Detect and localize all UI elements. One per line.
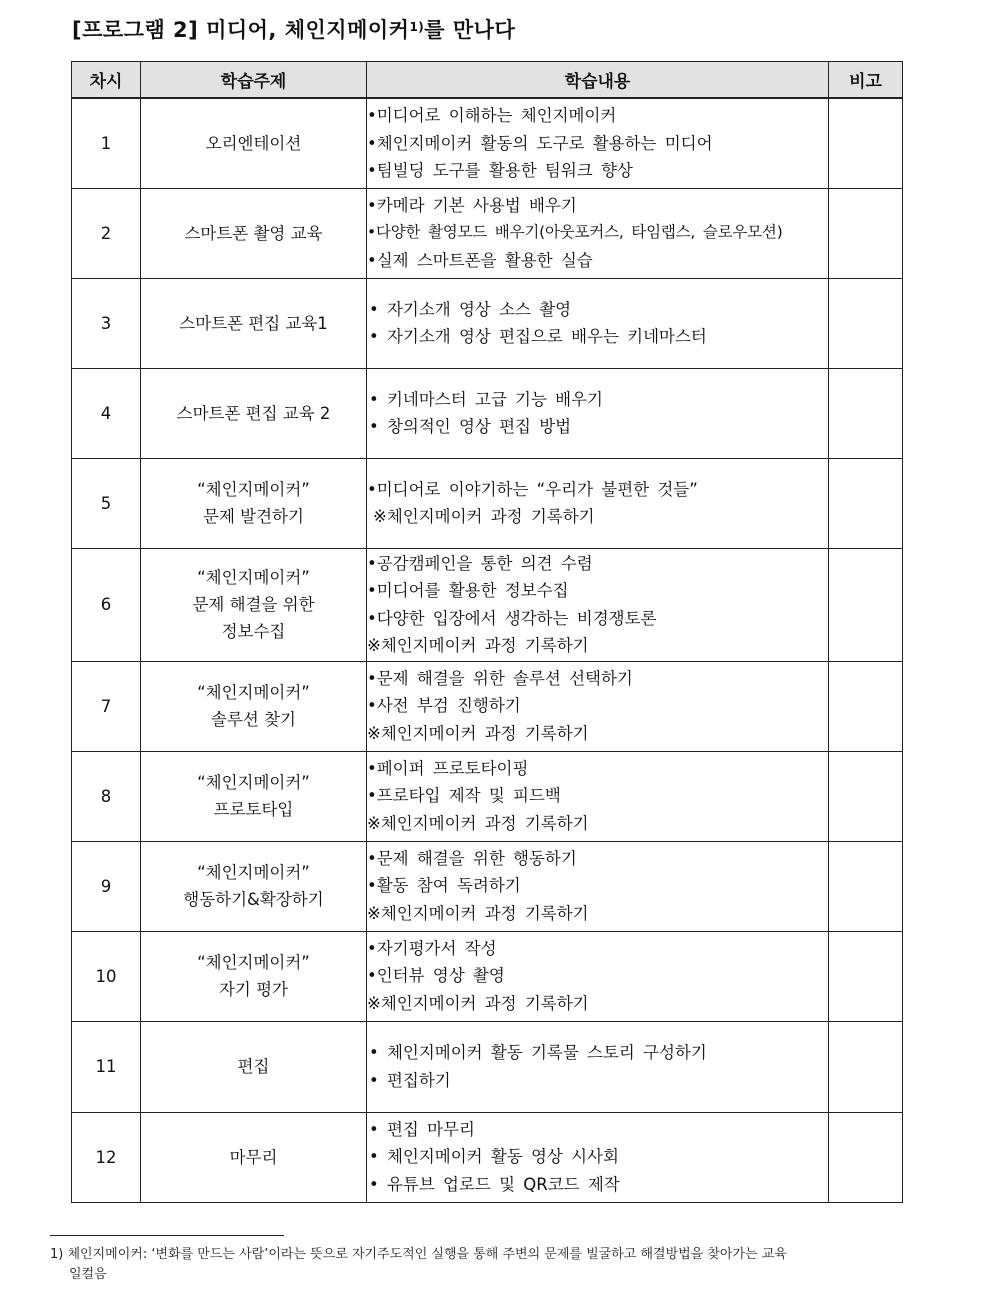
- topic-line: 스마트폰 편집 교육 2: [176, 403, 331, 423]
- table-row: [72, 751, 903, 841]
- content-line: •다양한 촬영모드 배우기(아웃포커스, 타임랩스, 슬로우모션): [367, 223, 783, 242]
- content-line: •인터뷰 영상 촬영: [367, 966, 505, 986]
- content-line: • 자기소개 영상 소스 촬영: [369, 299, 572, 319]
- topic-line: “체인지메이커”: [197, 480, 310, 499]
- session-number: 6: [72, 548, 141, 661]
- session-content: [367, 1021, 829, 1112]
- session-topic: [141, 751, 367, 841]
- session-number: 3: [72, 278, 141, 368]
- session-content: [367, 278, 829, 368]
- session-number: 7: [72, 661, 141, 751]
- content-line: •공감캠페인을 통한 의견 수렴: [367, 553, 593, 573]
- content-line: ※체인지메이커 과정 기록하기: [367, 636, 589, 655]
- session-content: [367, 661, 829, 751]
- content-line: •카메라 기본 사용법 배우기: [367, 195, 577, 215]
- program-schedule-table: [71, 61, 903, 1203]
- topic-line: 문제 해결을 위한: [192, 595, 315, 614]
- content-line: •체인지메이커 활동의 도구로 활용하는 미디어: [367, 133, 713, 153]
- session-number: 11: [72, 1021, 141, 1112]
- session-content: [367, 188, 829, 278]
- session-note: [829, 98, 903, 188]
- topic-line: 오리엔테이션: [205, 133, 302, 153]
- session-note: [829, 931, 903, 1021]
- topic-line: “체인지메이커”: [197, 953, 310, 972]
- session-number: 2: [72, 188, 141, 278]
- page-title-tail: 를 만나다: [424, 18, 516, 42]
- content-line: ※체인지메이커 과정 기록하기: [367, 993, 589, 1013]
- content-line: • 체인지메이커 활동 기록물 스토리 구성하기: [369, 1043, 707, 1062]
- footnote-line: 일컬음: [69, 1267, 107, 1282]
- topic-line: 프로토타입: [213, 800, 294, 819]
- session-note: [829, 278, 903, 368]
- page-title: [72, 14, 515, 44]
- session-number: 1: [72, 98, 141, 188]
- session-content: [367, 548, 829, 661]
- session-content: [367, 841, 829, 931]
- session-number: 4: [72, 368, 141, 458]
- session-topic: [141, 548, 367, 661]
- content-line: •미디어를 활용한 정보수집: [367, 581, 569, 600]
- session-content: [367, 458, 829, 548]
- table-row: [72, 188, 903, 278]
- session-note: [829, 841, 903, 931]
- topic-line: 솔루션 찾기: [211, 710, 296, 729]
- session-topic: [141, 1112, 367, 1202]
- footnote-divider: [50, 1235, 284, 1236]
- topic-line: 문제 발견하기: [203, 507, 304, 526]
- topic-line: 마무리: [229, 1147, 278, 1167]
- content-line: •활동 참여 독려하기: [367, 876, 521, 896]
- content-line: •문제 해결을 위한 솔루션 선택하기: [367, 668, 633, 688]
- table-row: [72, 368, 903, 458]
- content-line: •미디어로 이야기하는 “우리가 불편한 것들”: [367, 479, 698, 499]
- content-line: •자기평가서 작성: [367, 938, 497, 958]
- session-note: [829, 368, 903, 458]
- header-topic: 학습주제: [141, 62, 367, 99]
- content-line: • 체인지메이커 활동 영상 시사회: [369, 1147, 619, 1167]
- session-note: [829, 1112, 903, 1202]
- content-line: •미디어로 이해하는 체인지메이커: [367, 106, 617, 125]
- content-line: •프로타입 제작 및 피드백: [367, 786, 561, 806]
- session-number: 8: [72, 751, 141, 841]
- title-footnote-mark[interactable]: 1): [409, 20, 425, 34]
- session-topic: [141, 458, 367, 548]
- session-note: [829, 548, 903, 661]
- content-line: ※체인지메이커 과정 기록하기: [367, 903, 589, 923]
- table-row: [72, 548, 903, 661]
- table-row: [72, 1112, 903, 1202]
- table-row: [72, 278, 903, 368]
- session-number: 9: [72, 841, 141, 931]
- content-line: • 유튜브 업로드 및 QR코드 제작: [369, 1174, 620, 1194]
- page-title-text: [프로그램 2] 미디어, 체인지메이커: [72, 18, 410, 42]
- footnote: [50, 1245, 950, 1285]
- footnote-line: 1) 체인지메이커: ‘변화를 만드는 사람’이라는 뜻으로 자기주도적인 실행을 통해 주변의 문제를 빌굴하고 해결방법을 찾아가는 교육: [50, 1247, 787, 1262]
- table-row: [72, 841, 903, 931]
- session-content: [367, 368, 829, 458]
- session-topic: [141, 841, 367, 931]
- session-content: [367, 751, 829, 841]
- table-row: [72, 458, 903, 548]
- session-note: [829, 188, 903, 278]
- topic-line: “체인지메이커”: [197, 863, 310, 882]
- content-line: •다양한 입장에서 생각하는 비경쟁토론: [367, 608, 657, 628]
- topic-line: 자기 평가: [218, 980, 288, 999]
- topic-line: 행동하기&확장하기: [183, 890, 324, 909]
- content-line: • 편집하기: [369, 1070, 451, 1090]
- topic-line: “체인지메이커”: [197, 568, 310, 587]
- table-row: [72, 661, 903, 751]
- session-topic: [141, 1021, 367, 1112]
- table-row: [72, 1021, 903, 1112]
- content-line: •실제 스마트폰을 활용한 실습: [367, 250, 593, 270]
- content-line: • 편집 마무리: [369, 1119, 475, 1139]
- topic-line: 정보수집: [221, 622, 286, 641]
- session-content: [367, 98, 829, 188]
- session-topic: [141, 278, 367, 368]
- session-topic: [141, 188, 367, 278]
- content-line: •사전 부검 진행하기: [367, 696, 521, 716]
- table-row: [72, 98, 903, 188]
- table-header-row: [72, 62, 903, 99]
- header-content: 학습내용: [367, 62, 829, 99]
- content-line: ※체인지메이커 과정 기록하기: [373, 507, 595, 526]
- content-line: •페이퍼 프로토타이핑: [367, 758, 529, 778]
- session-content: [367, 931, 829, 1021]
- session-topic: [141, 931, 367, 1021]
- topic-line: “체인지메이커”: [197, 683, 310, 702]
- content-line: •팀빌딩 도구를 활용한 팀워크 향상: [367, 161, 633, 180]
- content-line: •문제 해결을 위한 행동하기: [367, 848, 577, 868]
- session-number: 10: [72, 931, 141, 1021]
- session-note: [829, 458, 903, 548]
- topic-line: 스마트폰 편집 교육1: [179, 313, 328, 333]
- content-line: • 자기소개 영상 편집으로 배우는 키네마스터: [369, 327, 707, 346]
- content-line: ※체인지메이커 과정 기록하기: [367, 813, 589, 833]
- session-note: [829, 751, 903, 841]
- session-note: [829, 1021, 903, 1112]
- session-number: 12: [72, 1112, 141, 1202]
- session-content: [367, 1112, 829, 1202]
- session-topic: [141, 661, 367, 751]
- content-line: • 키네마스터 고급 기능 배우기: [369, 389, 603, 409]
- topic-line: 편집: [237, 1057, 270, 1076]
- session-number: 5: [72, 458, 141, 548]
- session-topic: [141, 98, 367, 188]
- table-row: [72, 931, 903, 1021]
- content-line: ※체인지메이커 과정 기록하기: [367, 723, 589, 743]
- topic-line: 스마트폰 촬영 교육: [184, 223, 323, 243]
- header-session: 차시: [72, 62, 141, 99]
- session-topic: [141, 368, 367, 458]
- header-note: 비고: [829, 62, 903, 99]
- content-line: • 창의적인 영상 편집 방법: [369, 417, 572, 436]
- session-note: [829, 661, 903, 751]
- topic-line: “체인지메이커”: [197, 773, 310, 792]
